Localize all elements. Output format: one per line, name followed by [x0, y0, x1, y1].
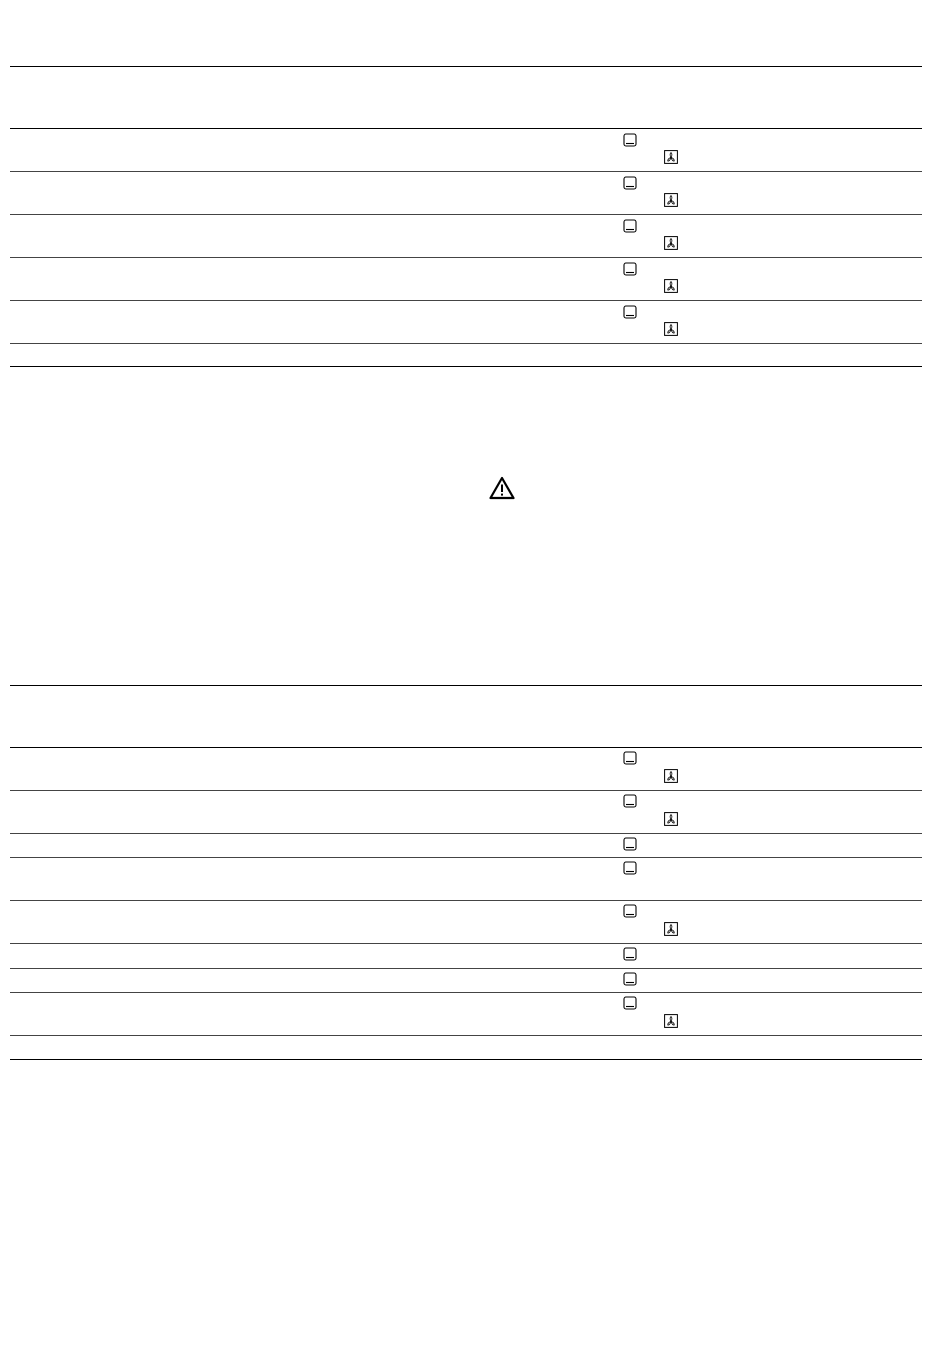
hot-air-fan-icon [664, 769, 678, 783]
top-bottom-heating-icon [623, 996, 637, 1010]
table2-row-rule [10, 1035, 922, 1036]
table2-row-rule [10, 857, 922, 858]
table2-row-rule [10, 943, 922, 944]
table2-header-rule [10, 747, 922, 748]
table1-bottom-rule [10, 366, 922, 367]
table2-row-rule [10, 833, 922, 834]
hot-air-fan-icon [664, 1014, 678, 1028]
top-bottom-heating-icon [623, 904, 637, 918]
hot-air-fan-icon [664, 322, 678, 336]
table1-row-rule [10, 171, 922, 172]
warning-triangle-icon [489, 476, 515, 500]
table2-row-rule [10, 992, 922, 993]
table1-row-rule [10, 300, 922, 301]
table1-row-rule [10, 214, 922, 215]
hot-air-fan-icon [664, 193, 678, 207]
table2-row-rule [10, 900, 922, 901]
top-bottom-heating-icon [623, 837, 637, 851]
top-bottom-heating-icon [623, 219, 637, 233]
hot-air-fan-icon [664, 236, 678, 250]
top-bottom-heating-icon [623, 262, 637, 276]
hot-air-fan-icon [664, 812, 678, 826]
top-bottom-heating-icon [623, 972, 637, 986]
table1-header-rule [10, 128, 922, 129]
table1-row-rule [10, 343, 922, 344]
table1-row-rule [10, 257, 922, 258]
top-bottom-heating-icon [623, 133, 637, 147]
top-bottom-heating-icon [623, 176, 637, 190]
top-bottom-heating-icon [623, 794, 637, 808]
hot-air-fan-icon [664, 922, 678, 936]
table2-row-rule [10, 968, 922, 969]
table1-top-rule [10, 66, 922, 67]
top-bottom-heating-icon [623, 947, 637, 961]
table2-bottom-rule [10, 1059, 922, 1060]
table2-row-rule [10, 790, 922, 791]
table2-top-rule [10, 685, 922, 686]
hot-air-fan-icon [664, 279, 678, 293]
top-bottom-heating-icon [623, 305, 637, 319]
hot-air-fan-icon [664, 150, 678, 164]
top-bottom-heating-icon [623, 751, 637, 765]
top-bottom-heating-icon [623, 861, 637, 875]
